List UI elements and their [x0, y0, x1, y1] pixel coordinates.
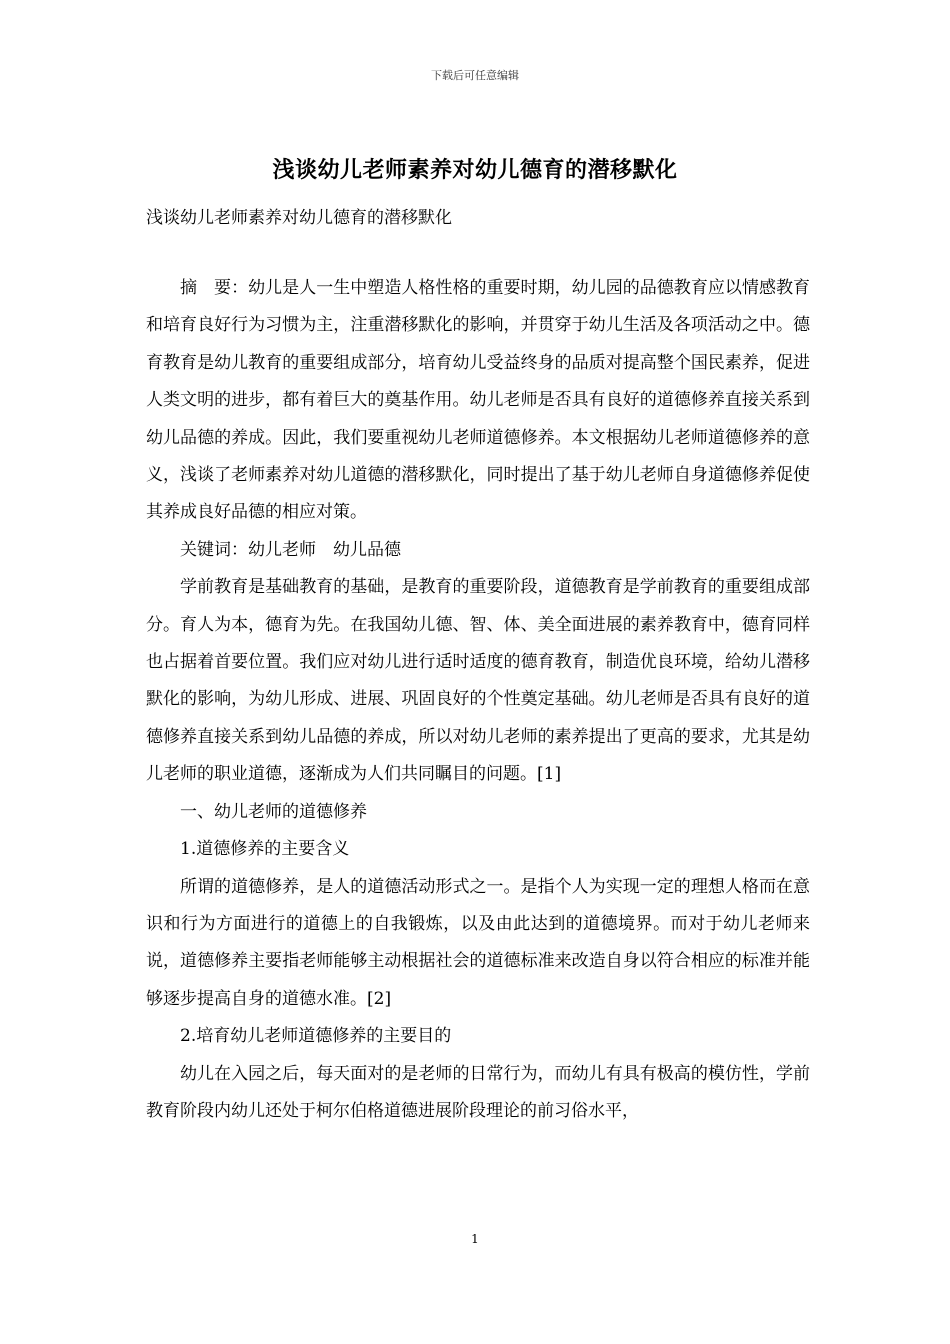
subsection-heading-1-1: 1.道德修养的主要含义	[180, 839, 350, 860]
section-heading-1: 一、幼儿老师的道德修养	[180, 801, 367, 822]
document-body	[146, 270, 810, 1130]
subsection-heading-1-2: 2.培育幼儿老师道德修养的主要目的	[180, 1026, 452, 1047]
keywords-paragraph: 关键词：幼儿老师 幼儿品德	[180, 539, 401, 560]
page-header-note: 下载后可任意编辑	[431, 69, 519, 82]
page-number: 1	[471, 1232, 479, 1246]
body-paragraph: 所谓的道德修养，是人的道德活动形式之一。是指个人为实现一定的理想人格而在意识和行为方面进行的道德上的自我锻炼，以及由此达到的道德境界。而对于幼儿老师来说，道德修养主要指老师能够主动根据社会的道德标准来改造自身以符合相应的标准并能够逐步提高自身的道德水准。[2]	[146, 876, 810, 1009]
document-title: 浅谈幼儿老师素养对幼儿德育的潜移默化	[272, 158, 678, 183]
abstract-paragraph: 摘 要：幼儿是人一生中塑造人格性格的重要时期，幼儿园的品德教育应以情感教育和培育良好行为习惯为主，注重潜移默化的影响，并贯穿于幼儿生活及各项活动之中。德育教育是幼儿教育的重要组成部分，培育幼儿受益终身的品质对提高整个国民素养，促进人类文明的进步，都有着巨大的奠基作用。幼儿老师是否具有良好的道德修养直接关系到幼儿品德的养成。因此，我们要重视幼儿老师道德修养。本文根据幼儿老师道德修养的意义，浅谈了老师素养对幼儿道德的潜移默化，同时提出了基于幼儿老师自身道德修养促使其养成良好品德的相应对策。	[146, 278, 810, 523]
intro-paragraph: 学前教育是基础教育的基础，是教育的重要阶段，道德教育是学前教育的重要组成部分。育人为本，德育为先。在我国幼儿德、智、体、美全面进展的素养教育中，德育同样也占据着首要位置。我们应对幼儿进行适时适度的德育教育，制造优良环境，给幼儿潜移默化的影响，为幼儿形成、进展、巩固良好的个性奠定基础。幼儿老师是否具有良好的道德修养直接关系到幼儿品德的养成，所以对幼儿老师的素养提出了更高的要求，尤其是幼儿老师的职业道德，逐渐成为人们共同瞩目的问题。[1]	[146, 577, 810, 785]
document-subtitle: 浅谈幼儿老师素养对幼儿德育的潜移默化	[146, 208, 452, 228]
body-paragraph: 幼儿在入园之后，每天面对的是老师的日常行为，而幼儿有具有极高的模仿性，学前教育阶段内幼儿还处于柯尔伯格道德进展阶段理论的前习俗水平，	[146, 1063, 810, 1121]
